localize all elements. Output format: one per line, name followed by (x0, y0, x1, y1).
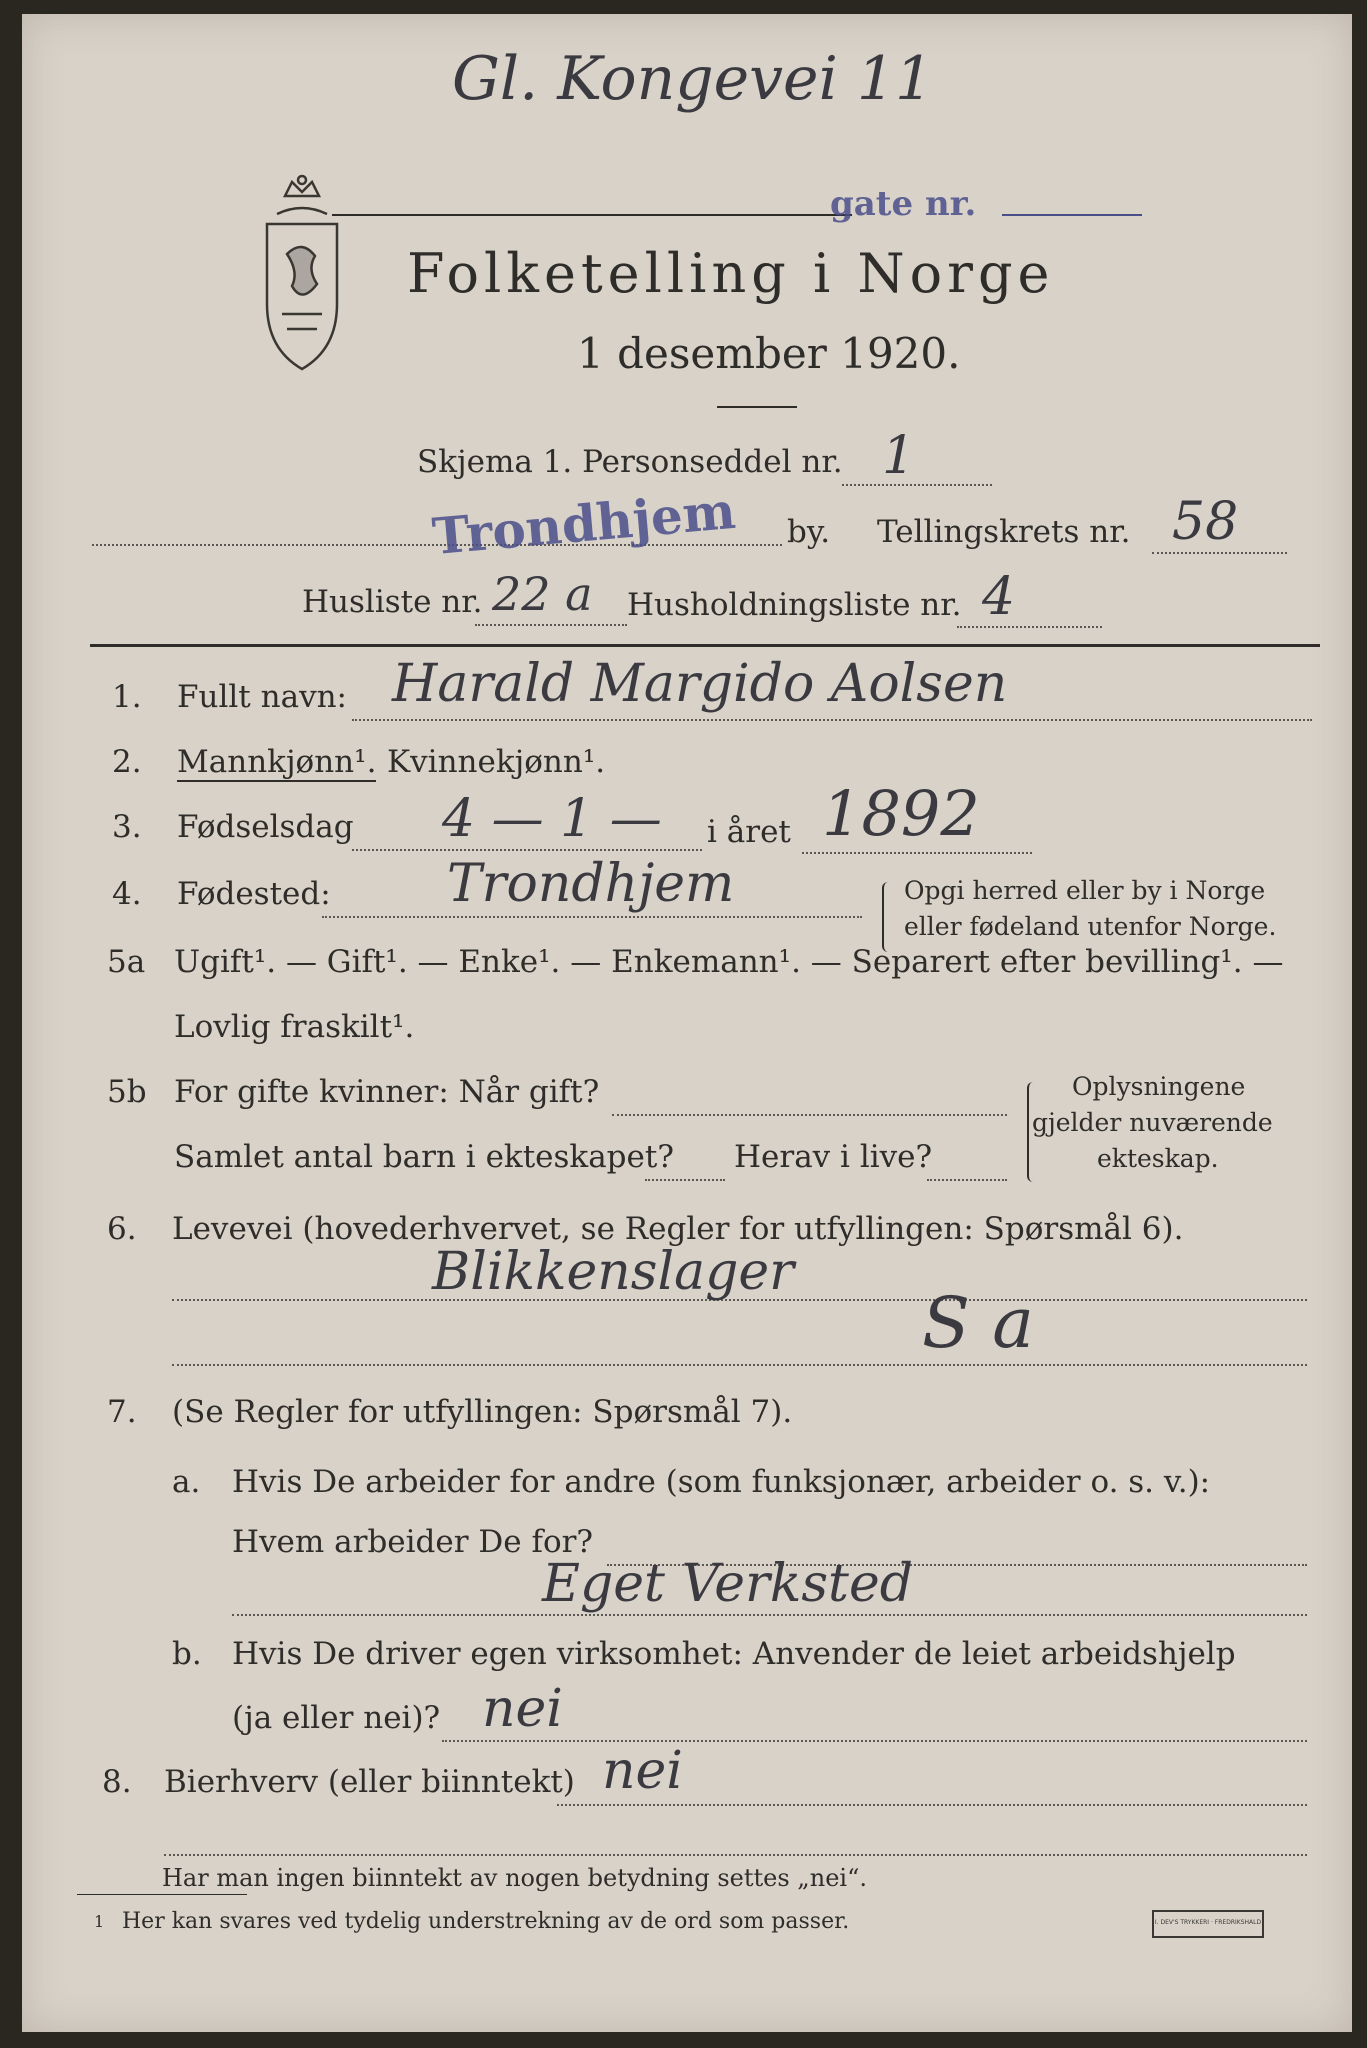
q4-label: Fødested: (177, 876, 331, 912)
q8-answer[interactable]: nei (602, 1741, 683, 1801)
city-stamp: Trondhjem (430, 480, 738, 567)
q8-field-line2 (164, 1854, 1307, 1856)
q1-field-line (352, 719, 1312, 721)
q4-note-line1: Opgi herred eller by i Norge (904, 876, 1266, 905)
tellingskrets-value[interactable]: 58 (1172, 492, 1239, 552)
q5a-options[interactable]: Ugift¹. — Gift¹. — Enke¹. — Enkemann¹. — Separert efter bevilling¹. — (174, 944, 1284, 980)
footnote-mark: 1 (94, 1912, 105, 1931)
tellingskrets-label: Tellingskrets nr. (877, 514, 1131, 550)
q7-label: (Se Regler for utfyllingen: Spørsmål 7). (172, 1394, 793, 1430)
footnote-divider (77, 1894, 247, 1895)
q5a-number: 5a (107, 944, 146, 980)
q5b-children-line (645, 1179, 725, 1181)
q3-field-line (352, 849, 702, 851)
q5b-children-label: Samlet antal barn i ekteskapet? (174, 1139, 674, 1175)
gate-nr-stamp: gate nr. (830, 184, 977, 224)
q4-note-bracket (882, 882, 892, 952)
q1-number: 1. (112, 679, 142, 715)
husliste-label: Husliste nr. (302, 584, 483, 620)
census-form-sheet (22, 14, 1352, 2032)
q5a-options-line2[interactable]: Lovlig fraskilt¹. (174, 1009, 415, 1045)
skjema-label: Skjema 1. Personseddel nr. (417, 444, 843, 480)
q2-male-option[interactable]: Mannkjønn¹. (177, 744, 377, 780)
header-divider (90, 644, 1320, 647)
skjema-field-line (842, 484, 992, 486)
q4-note-line2: eller fødeland utenfor Norge. (904, 912, 1277, 941)
q3-birthdate[interactable]: 4 — 1 — (442, 789, 662, 849)
q3-birth-year[interactable]: 1892 (822, 777, 980, 850)
by-label: by. (787, 514, 831, 550)
husholdning-label: Husholdningsliste nr. (627, 587, 962, 623)
tellingskrets-field-line (1152, 552, 1287, 554)
q7b-yes-no-label: (ja eller nei)? (232, 1700, 441, 1736)
q6-field-line2 (172, 1364, 1307, 1366)
q7b-answer[interactable]: nei (482, 1679, 563, 1739)
q5b-married-line (612, 1114, 1007, 1116)
q5b-note-line3: ekteskap. (1097, 1144, 1219, 1173)
q7b-field-line (442, 1740, 1307, 1742)
q3-year-label: i året (707, 814, 791, 850)
q5b-note-line2: gjelder nuværende (1032, 1108, 1273, 1137)
q7-number: 7. (107, 1394, 137, 1430)
footnote-text: Her kan svares ved tydelig understrekning av de ord som passer. (122, 1909, 850, 1934)
q8-number: 8. (102, 1764, 132, 1800)
q1-full-name[interactable]: Harald Margido Aolsen (392, 654, 1008, 714)
husliste-value[interactable]: 22 a (492, 567, 593, 621)
printer-stamp: I. DEV'S TRYKKERI · FREDRIKSHALD (1152, 1910, 1264, 1938)
title-divider (717, 406, 797, 408)
q5b-married-label: For gifte kvinner: Når gift? (174, 1074, 600, 1110)
coat-of-arms-icon (247, 174, 357, 374)
q7a-employer-label: Hvem arbeider De for? (232, 1524, 594, 1560)
q1-label: Fullt navn: (177, 679, 347, 715)
q5b-note-line1: Oplysningene (1072, 1072, 1246, 1101)
q7b-question: Hvis De driver egen virksomhet: Anvender de leiet arbeidshjelp (232, 1636, 1236, 1672)
q7a-employer[interactable]: Eget Verksted (542, 1554, 914, 1614)
census-date: 1 desember 1920. (577, 329, 961, 378)
q4-number: 4. (112, 876, 142, 912)
husliste-field-line (475, 624, 627, 626)
q3-number: 3. (112, 809, 142, 845)
q5b-alive-line (927, 1179, 1007, 1181)
q4-field-line (322, 916, 862, 918)
q6-occupation-code[interactable]: S a (922, 1282, 1034, 1364)
form-title: Folketelling i Norge (407, 242, 1055, 305)
q5b-number: 5b (107, 1074, 147, 1110)
husholdning-field-line (957, 626, 1102, 628)
q8-label: Bierhverv (eller biinntekt) (164, 1764, 575, 1800)
q7a-employer-line2 (232, 1614, 1307, 1616)
q2-female-option[interactable]: Kvinnekjønn¹. (387, 744, 606, 780)
q6-label: Levevei (hovederhvervet, se Regler for utfyllingen: Spørsmål 6). (172, 1211, 1184, 1247)
q3-year-line (802, 852, 1032, 854)
street-line (332, 214, 852, 216)
q7b-letter: b. (172, 1636, 202, 1672)
q5b-alive-label: Herav i live? (734, 1139, 933, 1175)
q2-number: 2. (112, 744, 142, 780)
q7a-question: Hvis De arbeider for andre (som funksjonær, arbeider o. s. v.): (232, 1464, 1211, 1500)
q3-label: Fødselsdag (177, 809, 354, 845)
q6-occupation[interactable]: Blikkenslager (432, 1242, 794, 1302)
q4-birthplace[interactable]: Trondhjem (447, 854, 735, 914)
footer-note: Har man ingen biinntekt av nogen betydning settes „nei“. (162, 1864, 867, 1892)
q6-number: 6. (107, 1211, 137, 1247)
address-handwriting: Gl. Kongevei 11 (452, 44, 934, 114)
q7a-letter: a. (172, 1464, 201, 1500)
q8-field-line1 (557, 1804, 1307, 1806)
gate-nr-line (1002, 214, 1142, 216)
husholdning-value[interactable]: 4 (982, 567, 1016, 627)
skjema-value[interactable]: 1 (882, 426, 916, 486)
